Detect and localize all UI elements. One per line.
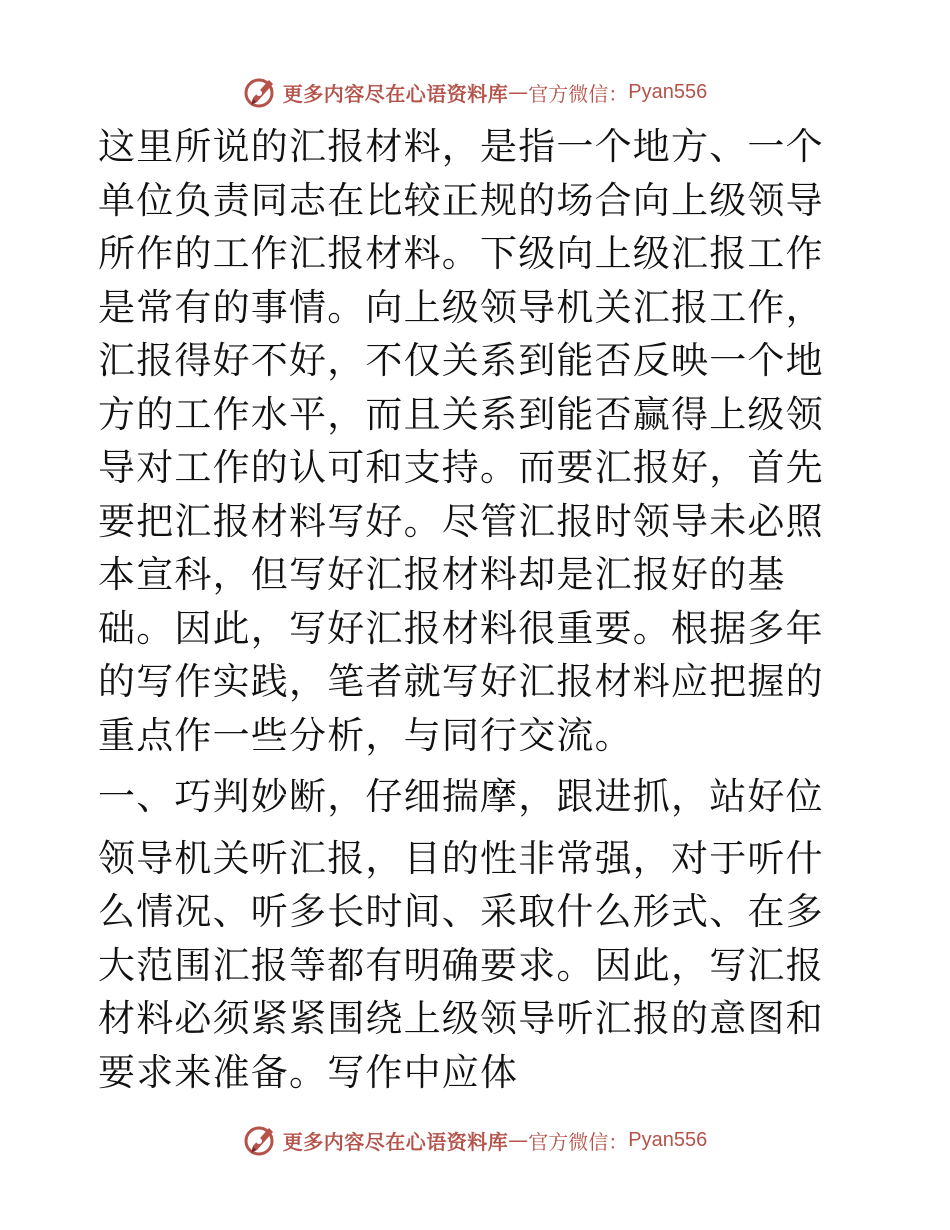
banner-wechat-label: 官方微信： (528, 81, 629, 106)
banner-main-text: 更多内容尽在心语资料库 (282, 81, 509, 106)
banner-wechat-id: Pyan556 (628, 1128, 708, 1151)
banner-dash: — (508, 1128, 529, 1152)
pen-logo-icon (243, 74, 279, 110)
footer-banner (0, 1120, 950, 1160)
banner-wechat-label: 官方微信： (528, 1129, 629, 1154)
section-heading: 一、巧判妙断，仔细揣摩，跟进抓，站好位 (98, 775, 824, 818)
paragraph-section-1: 领导机关听汇报，目的性非常强，对于听什么情况、听多长时间、采取什么形式、在多大范围汇报等都有明确要求。因此，写汇报材料必须紧紧围绕上级领导听汇报的意图和要求来准备。写作中应体 (98, 836, 824, 1094)
banner-dash: — (508, 80, 529, 104)
header-banner (0, 72, 950, 112)
banner-wechat-id: Pyan556 (628, 80, 708, 103)
banner-main-text: 更多内容尽在心语资料库 (282, 1129, 509, 1154)
document-body (98, 120, 858, 1099)
pen-logo-icon (243, 1122, 279, 1158)
paragraph-intro: 这里所说的汇报材料，是指一个地方、一个单位负责同志在比较正规的场合向上级领导所作的工作汇报材料。下级向上级汇报工作是常有的事情。向上级领导机关汇报工作，汇报得好不好，不仅关系到能否反映一个地方的工作水平，而且关系到能否赢得上级领导对工作的认可和支持。而要汇报好，首先要把汇报材料写好。尽管汇报时领导未必照本宣科，但写好汇报材料却是汇报好的基础。因此，写好汇报材料很重要。根据多年的写作实践，笔者就写好汇报材料应把握的重点作一些分析，与同行交流。 (98, 125, 824, 757)
